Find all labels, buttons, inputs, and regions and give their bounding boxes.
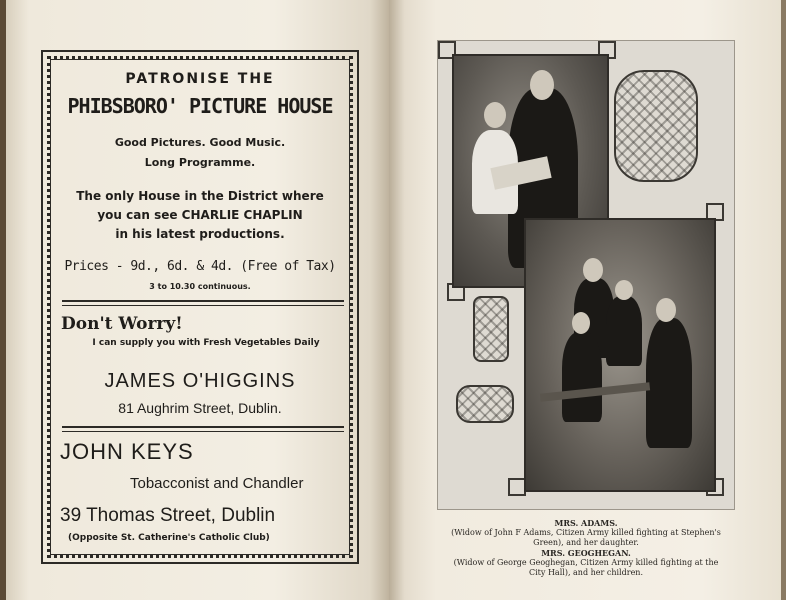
- opening-hours: 3 to 10.30 continuous.: [149, 282, 251, 291]
- ad-heading: PATRONISE THE: [125, 71, 275, 87]
- face: [583, 258, 603, 282]
- tobacconist-name: JOHN KEYS: [60, 439, 194, 464]
- caption-mrs-geoghegan-line2: City Hall), and her children.: [529, 568, 643, 577]
- tobacconist-note: (Opposite St. Catherine's Catholic Club): [68, 533, 270, 543]
- district-line-2: you can see CHARLIE CHAPLIN: [97, 208, 303, 222]
- caption-mrs-adams-line1: (Widow of John F Adams, Citizen Army killed fighting at Stephen's: [451, 528, 721, 537]
- divider: [62, 431, 344, 432]
- face: [572, 312, 590, 334]
- cinema-slogan-1: Good Pictures. Good Music.: [114, 136, 286, 149]
- face: [656, 298, 676, 322]
- district-line-1: The only House in the District where: [76, 189, 324, 203]
- district-line-3: in his latest productions.: [115, 227, 285, 241]
- cinema-slogan-2: Long Programme.: [144, 156, 256, 169]
- divider: [62, 300, 344, 302]
- celtic-knot-ornament: [473, 296, 509, 362]
- celtic-knot-ornament: [456, 385, 514, 423]
- caption-mrs-adams-line2: Green), and her daughter.: [533, 538, 639, 547]
- face: [530, 70, 554, 100]
- vegetable-heading: Don't Worry!: [61, 314, 183, 334]
- face: [615, 280, 633, 300]
- child-figure: [606, 296, 642, 366]
- cinema-name: PHIBSBORO' PICTURE HOUSE: [67, 94, 333, 118]
- divider: [62, 305, 344, 306]
- celtic-knot-ornament: [614, 70, 698, 182]
- caption-mrs-adams-title: MRS. ADAMS.: [554, 518, 618, 528]
- caption-mrs-geoghegan-title: MRS. GEOGHEGAN.: [541, 548, 631, 558]
- vegetable-subline: I can supply you with Fresh Vegetables Daily: [92, 338, 320, 348]
- page-edge: [781, 0, 786, 600]
- child-figure: [562, 332, 602, 422]
- child-figure: [646, 318, 692, 448]
- prices: Prices - 9d., 6d. & 4d. (Free of Tax): [64, 259, 336, 274]
- face: [484, 102, 506, 128]
- grocer-name: JAMES O'HIGGINS: [104, 370, 296, 392]
- divider: [62, 426, 344, 428]
- tobacconist-address: 39 Thomas Street, Dublin: [60, 505, 276, 526]
- caption-mrs-geoghegan-line1: (Widow of George Geoghegan, Citizen Army killed fighting at the: [453, 558, 719, 567]
- grocer-address: 81 Aughrim Street, Dublin.: [118, 400, 282, 416]
- tobacconist-trade: Tobacconist and Chandler: [130, 475, 304, 492]
